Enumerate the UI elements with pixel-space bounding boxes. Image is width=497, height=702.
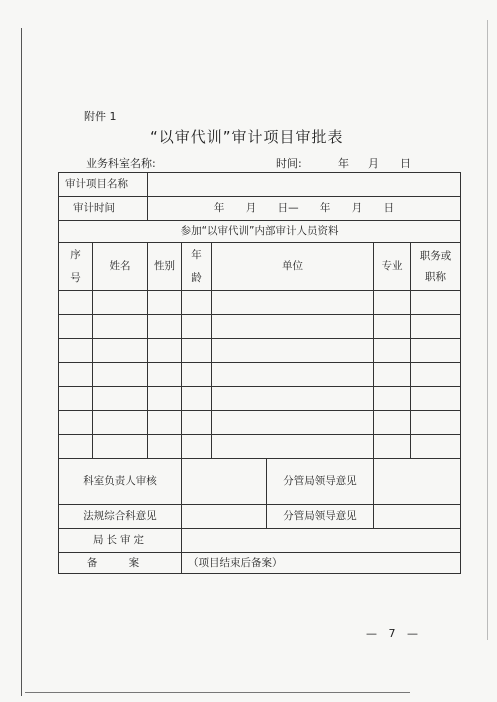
staff-section-title: 参加“以审代训”内部审计人员资料 — [59, 221, 461, 243]
record-note: （项目结束后备案） — [182, 553, 461, 574]
table-cell[interactable] — [374, 435, 411, 459]
table-cell[interactable] — [148, 363, 182, 387]
table-cell[interactable] — [148, 315, 182, 339]
table-cell[interactable] — [212, 435, 374, 459]
table-row — [59, 387, 461, 411]
day-label: 日 — [400, 157, 411, 170]
table-cell[interactable] — [182, 387, 212, 411]
table-cell[interactable] — [411, 363, 461, 387]
leader-opinion-label-1: 分管局领导意见 — [267, 459, 374, 505]
table-cell[interactable] — [93, 411, 148, 435]
column-header-gender: 性别 — [148, 243, 182, 291]
position-line-2: 职称 — [425, 270, 447, 283]
table-row — [59, 339, 461, 363]
table-cell[interactable] — [93, 435, 148, 459]
year-label: 年 — [338, 157, 349, 170]
time-label: 时间: — [276, 157, 302, 170]
column-header-position — [411, 243, 461, 291]
leader-opinion-field-2[interactable] — [374, 505, 461, 529]
column-header-seq — [59, 243, 93, 291]
director-approval-field[interactable] — [182, 529, 461, 553]
position-line-1: 职务或 — [419, 249, 452, 262]
table-cell[interactable] — [93, 315, 148, 339]
project-name-field[interactable] — [148, 173, 461, 197]
table-cell[interactable] — [374, 339, 411, 363]
director-approval-label: 局长审定 — [59, 529, 182, 553]
table-cell[interactable] — [212, 411, 374, 435]
table-cell[interactable] — [59, 363, 93, 387]
dept-name-label: 业务科室名称: — [86, 157, 156, 170]
project-name-label: 审计项目名称 — [59, 173, 148, 197]
table-cell[interactable] — [59, 387, 93, 411]
table-cell[interactable] — [212, 339, 374, 363]
table-cell[interactable] — [182, 291, 212, 315]
table-cell[interactable] — [374, 291, 411, 315]
approval-form-table — [58, 172, 461, 574]
table-row — [59, 411, 461, 435]
table-cell[interactable] — [148, 291, 182, 315]
table-cell[interactable] — [148, 435, 182, 459]
audit-time-label: 审计时间 — [59, 197, 148, 221]
dept-head-review-label: 科室负责人审核 — [59, 459, 182, 505]
right-margin-line — [487, 20, 488, 640]
table-cell[interactable] — [148, 339, 182, 363]
table-cell[interactable] — [212, 387, 374, 411]
table-cell[interactable] — [182, 315, 212, 339]
left-margin-line — [21, 28, 22, 696]
seq-line-2: 号 — [70, 271, 81, 284]
column-header-unit: 单位 — [212, 243, 374, 291]
table-cell[interactable] — [374, 315, 411, 339]
page-title: “以审代训”审计项目审批表 — [150, 128, 344, 146]
table-row — [59, 315, 461, 339]
leader-opinion-label-2: 分管局领导意见 — [267, 505, 374, 529]
table-cell[interactable] — [182, 339, 212, 363]
table-cell[interactable] — [59, 411, 93, 435]
table-row — [59, 291, 461, 315]
age-line-1: 年 — [191, 248, 202, 261]
table-cell[interactable] — [374, 387, 411, 411]
table-cell[interactable] — [411, 291, 461, 315]
table-cell[interactable] — [182, 435, 212, 459]
table-cell[interactable] — [411, 315, 461, 339]
table-cell[interactable] — [212, 291, 374, 315]
table-row — [59, 363, 461, 387]
table-cell[interactable] — [411, 339, 461, 363]
record-label: 备 案 — [59, 553, 182, 574]
table-cell[interactable] — [59, 291, 93, 315]
table-row — [59, 435, 461, 459]
table-cell[interactable] — [93, 387, 148, 411]
table-cell[interactable] — [182, 363, 212, 387]
page-number: — 7 — — [366, 627, 418, 640]
table-cell[interactable] — [59, 339, 93, 363]
table-cell[interactable] — [411, 411, 461, 435]
table-cell[interactable] — [411, 387, 461, 411]
table-cell[interactable] — [148, 387, 182, 411]
table-cell[interactable] — [93, 363, 148, 387]
audit-time-field[interactable]: 年 月 日— 年 月 日 — [148, 197, 461, 221]
month-label: 月 — [368, 157, 379, 170]
leader-opinion-field-1[interactable] — [374, 459, 461, 505]
table-cell[interactable] — [93, 291, 148, 315]
table-cell[interactable] — [212, 363, 374, 387]
dept-head-review-field[interactable] — [182, 459, 267, 505]
table-cell[interactable] — [411, 435, 461, 459]
table-cell[interactable] — [148, 411, 182, 435]
table-cell[interactable] — [182, 411, 212, 435]
table-cell[interactable] — [374, 363, 411, 387]
table-cell[interactable] — [59, 315, 93, 339]
column-header-name: 姓名 — [93, 243, 148, 291]
table-cell[interactable] — [93, 339, 148, 363]
column-header-major: 专业 — [374, 243, 411, 291]
age-line-2: 龄 — [191, 271, 202, 284]
legal-dept-opinion-field[interactable] — [182, 505, 267, 529]
seq-line-1: 序 — [70, 248, 81, 261]
bottom-margin-line — [25, 692, 410, 693]
table-cell[interactable] — [212, 315, 374, 339]
table-cell[interactable] — [374, 411, 411, 435]
column-header-age — [182, 243, 212, 291]
table-cell[interactable] — [59, 435, 93, 459]
legal-dept-opinion-label: 法规综合科意见 — [59, 505, 182, 529]
attachment-label: 附件 1 — [84, 110, 117, 123]
